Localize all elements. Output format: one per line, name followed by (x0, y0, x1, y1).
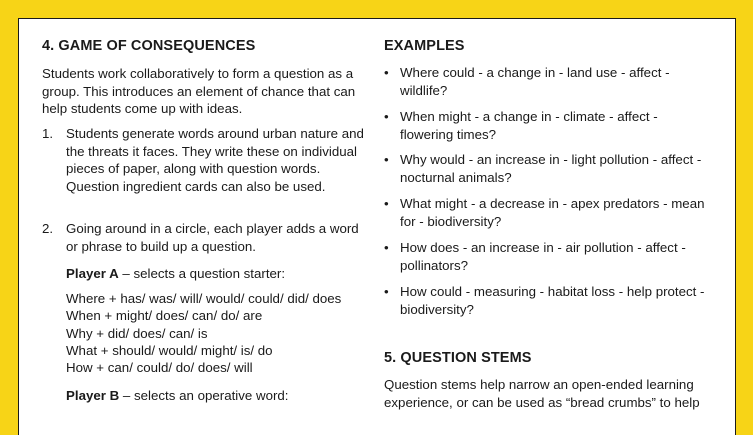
question-stems-text: Question stems help narrow an open-ended learning experience, or can be used as “bread crumbs” to help (384, 377, 700, 410)
bullet: • (384, 196, 389, 211)
example-item (384, 64, 709, 99)
bullet: • (384, 65, 389, 80)
example-text: How could - measuring - habitat loss - help protect - biodiversity? (400, 284, 705, 317)
example-text: Where could - a change in - land use - affect - wildlife? (400, 65, 670, 98)
example-text: What might - a decrease in - apex predators - mean for - biodiversity? (400, 196, 705, 229)
step-item (42, 125, 364, 195)
step-text: Students generate words around urban nature and the threats it faces. They write these on individual pieces of paper, along with question words. Question ingredient cards can also be used. (66, 126, 364, 194)
player-a-label: Player A (66, 266, 119, 281)
starter-line: Why + did/ does/ can/ is (66, 325, 208, 341)
content-card (19, 19, 735, 435)
starter-line: What + should/ would/ might/ is/ do (66, 342, 273, 358)
question-starters (66, 290, 341, 376)
player-b-label: Player B (66, 388, 120, 403)
section-heading: 4. GAME OF CONSEQUENCES (42, 38, 256, 54)
bullet: • (384, 109, 389, 124)
player-b-text: – selects an operative word: (119, 388, 289, 403)
example-text: Why would - an increase in - light pollution - affect - nocturnal animals? (400, 152, 702, 185)
example-text: When might - a change in - climate - affect - flowering times? (400, 109, 658, 142)
example-text: How does - an increase in - air pollution - affect - pollinators? (400, 240, 686, 273)
starter-line: How + can/ could/ do/ does/ will (66, 360, 253, 376)
example-item (384, 283, 709, 318)
step-text: Going around in a circle, each player adds a word or phrase to build up a question. (66, 221, 359, 254)
example-item (384, 239, 709, 274)
intro-paragraph: Students work collaboratively to form a question as a group. This introduces an element of chance that can help students come up with ideas. (42, 66, 356, 117)
example-item (384, 151, 709, 186)
player-b-line (66, 387, 289, 405)
step-number: 1. (42, 126, 54, 141)
starter-line: When + might/ does/ can/ do/ are (66, 308, 263, 324)
starter-line: Where + has/ was/ will/ would/ could/ did/ does (66, 291, 342, 306)
step-number: 2. (42, 221, 54, 236)
question-stems-heading: 5. QUESTION STEMS (384, 350, 532, 366)
examples-heading: EXAMPLES (384, 38, 465, 54)
bullet: • (384, 152, 389, 167)
player-a-line (66, 265, 285, 283)
bullet: • (384, 240, 389, 255)
step-item (42, 220, 364, 255)
player-a-text: – selects a question starter: (118, 266, 286, 281)
example-item (384, 195, 709, 230)
bullet: • (384, 284, 389, 299)
example-item (384, 108, 709, 143)
